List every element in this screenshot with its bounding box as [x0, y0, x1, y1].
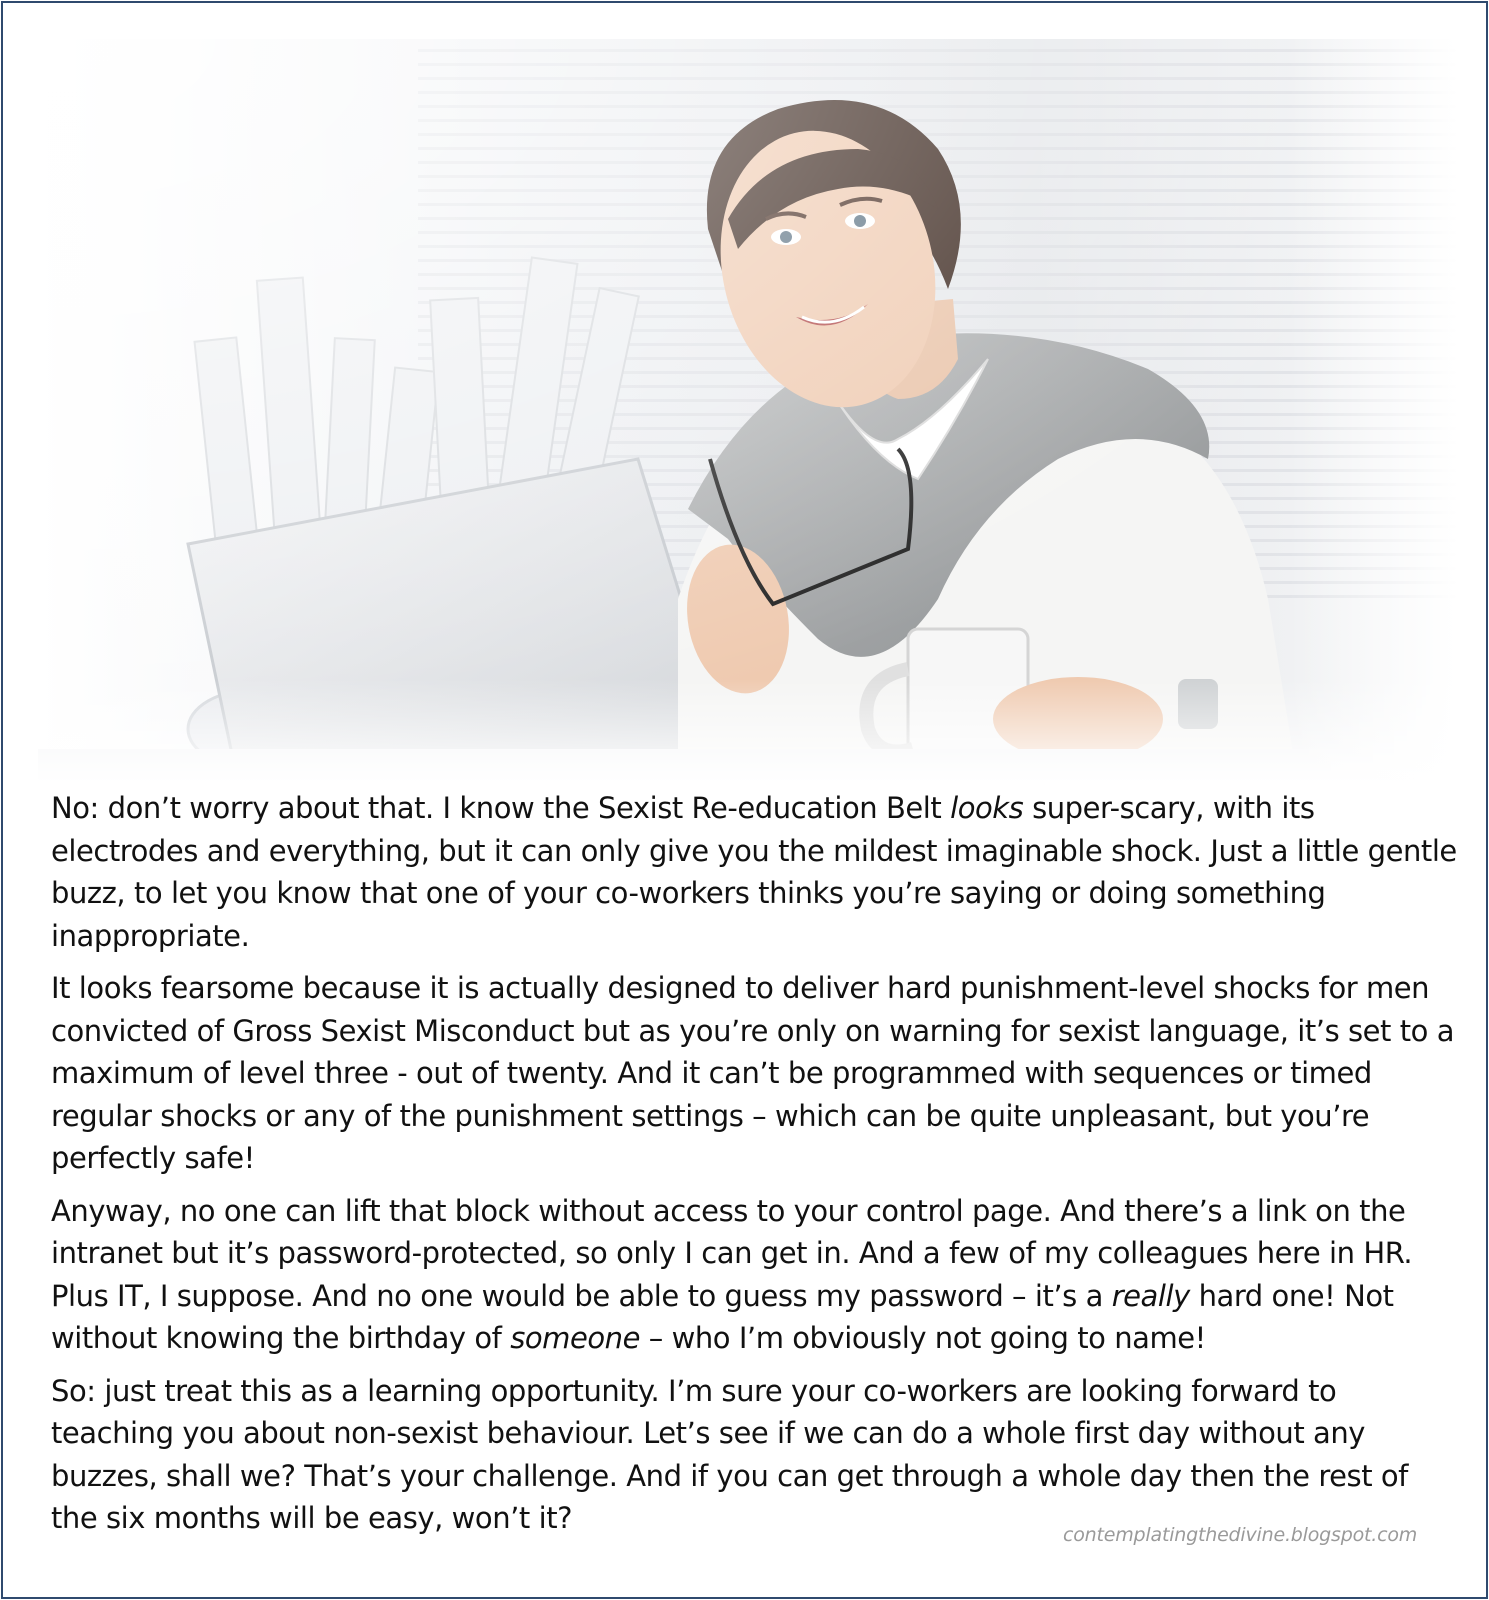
story-paragraph	[51, 787, 1461, 957]
paragraph-text: Anyway, no one can lift that block without access to your control page. And there’s a link on the intranet but it’s password-protected, so only I can get in. And a few of my colleagues here in HR. Plus IT, I suppose. And no one would be able to guess my password – it’s a	[51, 1193, 1413, 1313]
story-paragraph	[51, 1370, 1461, 1540]
paragraph-text: super-scary, with its electrodes and everything, but it can only give you the mildest imaginable shock. Just a little gentle buzz, to let you know that one of your co-workers thinks you’re saying or doing something inappropriate.	[51, 791, 1457, 953]
story-paragraph	[51, 1190, 1461, 1360]
emphasis-text: really	[1111, 1278, 1190, 1313]
blog-watermark: contemplatingthedivine.blogspot.com	[1063, 1524, 1418, 1546]
paragraph-text: No: don’t worry about that. I know the Sexist Re-education Belt	[51, 791, 951, 825]
paragraph-text: – who I’m obviously not going to name!	[639, 1321, 1206, 1355]
emphasis-text: someone	[510, 1321, 640, 1355]
paragraph-text: It looks fearsome because it is actually designed to deliver hard punishment-level shocks for men convicted of Gross Sexist Misconduct but as you’re only on warning for sexist language, it’s set to a maximum of level three - out of twenty. And it can’t be programmed with sequences or timed regular shocks or any of the punishment settings – which can be quite unpleasant, but you’re perfectly safe!	[51, 971, 1455, 1175]
emphasis-text: looks	[950, 791, 1024, 825]
paragraph-text: hard one! Not without knowing the birthday of	[51, 1278, 1394, 1355]
office-woman-photo	[38, 39, 1458, 783]
paragraph-text: So: just treat this as a learning opportunity. I’m sure your co-workers are looking forward to teaching you about non-sexist behaviour. Let’s see if we can do a whole first day without any buzzes, shall we? That’s your challenge. And if you can get through a whole day then the rest of the six months will be easy, won’t it?	[51, 1373, 1408, 1535]
story-text	[51, 787, 1461, 1550]
page-frame	[1, 1, 1488, 1599]
story-paragraph	[51, 967, 1461, 1180]
